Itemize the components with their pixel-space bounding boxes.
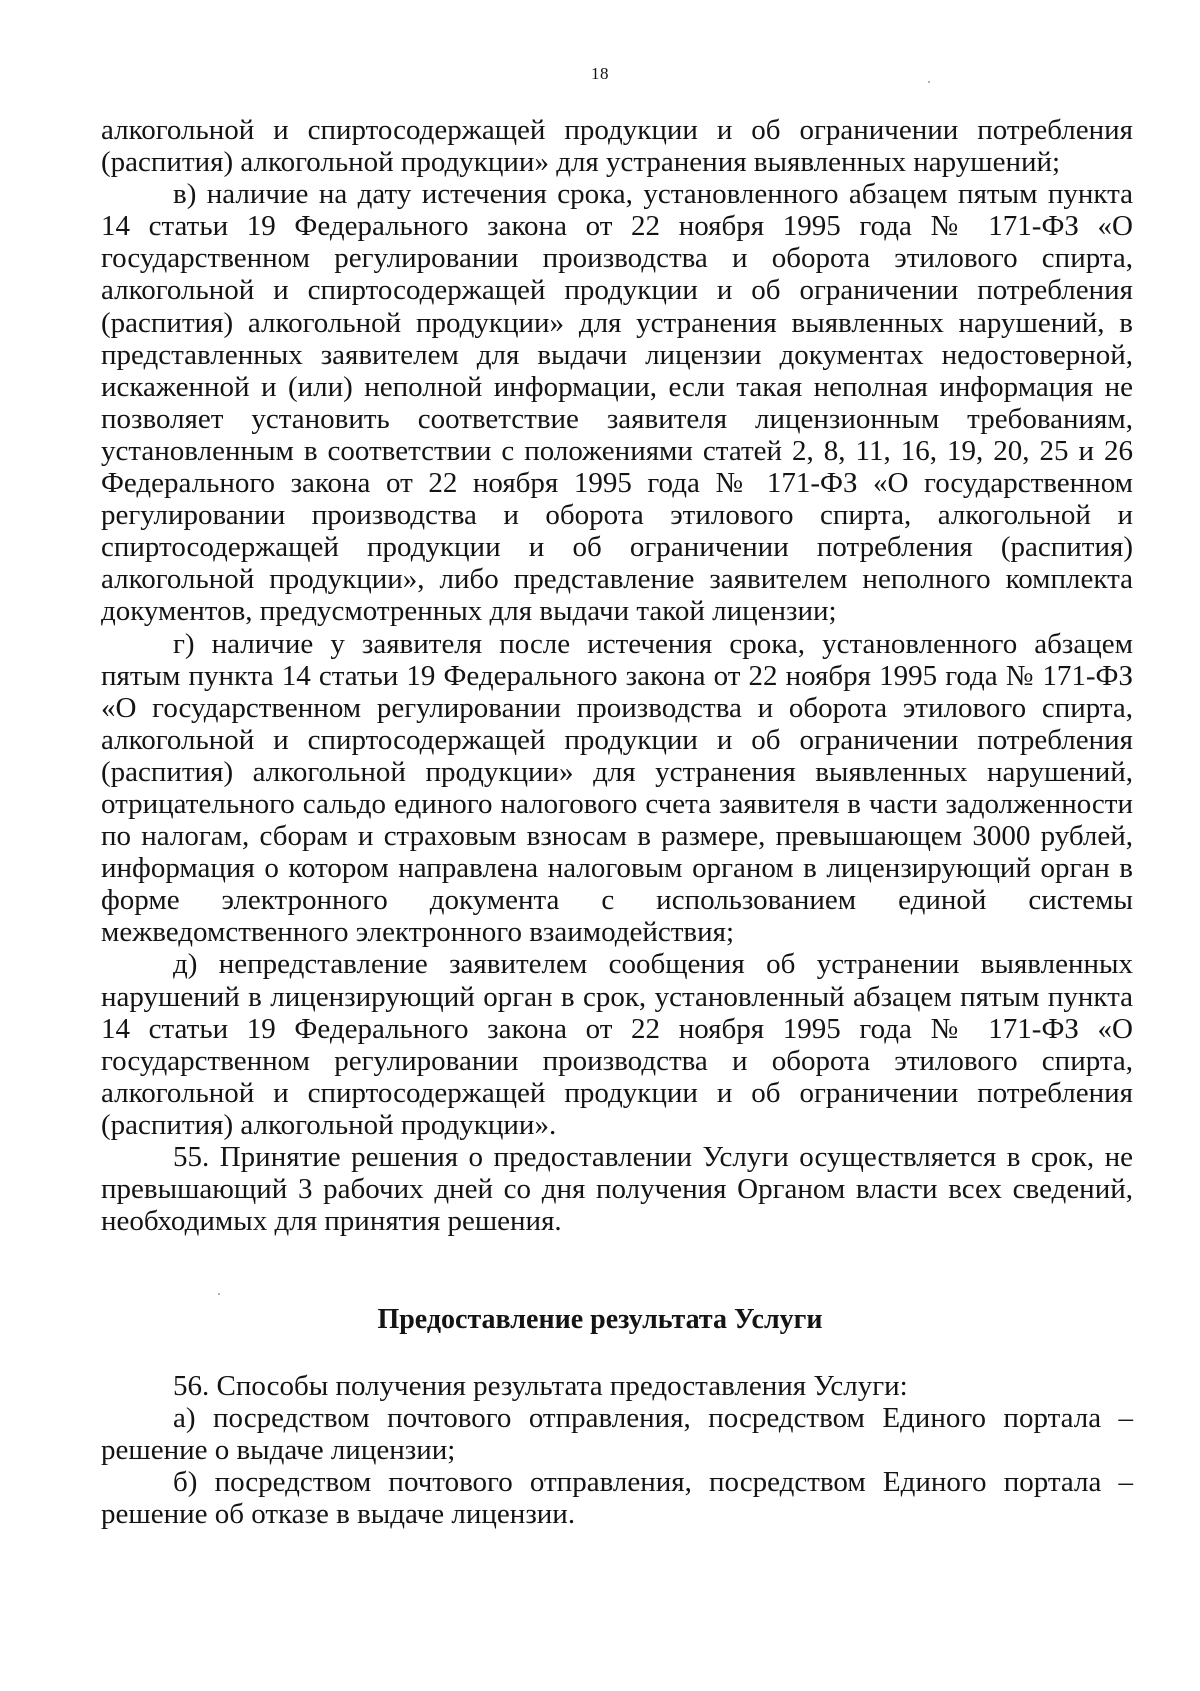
paragraph-continuation: алкогольной и спиртосодержащей продукции и об ограничении потребления (распития) алкогольной продукции» для устранения выявленных нарушений; xyxy=(101,114,1133,179)
body-text-bottom xyxy=(101,1370,1133,1530)
paragraph-item-d: д) непредставление заявителем сообщения об устранении выявленных нарушений в лицензирующий орган в срок, установленный абзацем пятым пункта 14 статьи 19 Федерального закона от 22 ноября 1995 года № 171-ФЗ «О государственном регулировании производства и оборота этилового спирта, алкогольной и спиртосодержащей продукции и об ограничении потребления (распития) алкогольной продукции». xyxy=(101,948,1133,1141)
page-number: 18 xyxy=(591,64,609,83)
paragraph-56: 56. Способы получения результата предоставления Услуги: xyxy=(173,1370,908,1402)
scan-speck xyxy=(218,1293,220,1295)
paragraph-item-g: г) наличие у заявителя после истечения срока, установленного абзацем пятым пункта 14 статьи 19 Федерального закона от 22 ноября 1995 года № 171-ФЗ «О государственном регулировании производства и оборота этилового спирта, алкогольной и спиртосодержащей продукции и об ограничении потребления (распития) алкогольной продукции» для устранения выявленных нарушений, отрицательного сальдо единого налогового счета заявителя в части задолженности по налогам, сборам и страховым взносам в размере, превышающем 3000 рублей, информация о котором направлена налоговым органом в лицензирующий орган в форме электронного документа с использованием единой системы межведомственного электронного взаимодействия; xyxy=(101,627,1133,949)
paragraph-item-v: в) наличие на дату истечения срока, установленного абзацем пятым пункта 14 статьи 19 Федерального закона от 22 ноября 1995 года № 171-ФЗ «О государственном регулировании производства и оборота этилового спирта, алкогольной и спиртосодержащей продукции и об ограничении потребления (распития) алкогольной продукции» для устранения выявленных нарушений, в представленных заявителем для выдачи лицензии документах недостоверной, искаженной и (или) неполной информации, если такая неполная информация не позволяет установить соответствие заявителя лицензионным требованиям, установленным в соответствии с положениями статей 2, 8, 11, 16, 19, 20, 25 и 26 Федерального закона от 22 ноября 1995 года № 171-ФЗ «О государственном регулировании производства и оборота этилового спирта, алкогольной и спиртосодержащей продукции и об ограничении потребления (распития) алкогольной продукции», либо представление заявителем неполного комплекта документов, предусмотренных для выдачи такой лицензии; xyxy=(101,178,1133,628)
body-text-top xyxy=(101,114,1133,1237)
scan-speck xyxy=(928,81,930,83)
paragraph-55: 55. Принятие решения о предоставлении Услуги осуществляется в срок, не превышающий 3 рабочих дней со дня получения Органом власти всех сведений, необходимых для принятия решения. xyxy=(101,1141,1133,1238)
section-title: Предоставление результата Услуги xyxy=(377,1304,823,1335)
paragraph-item-a: а) посредством почтового отправления, посредством Единого портала – решение о выдаче лицензии; xyxy=(101,1402,1133,1467)
paragraph-item-b: б) посредством почтового отправления, посредством Единого портала – решение об отказе в выдаче лицензии. xyxy=(101,1466,1133,1531)
